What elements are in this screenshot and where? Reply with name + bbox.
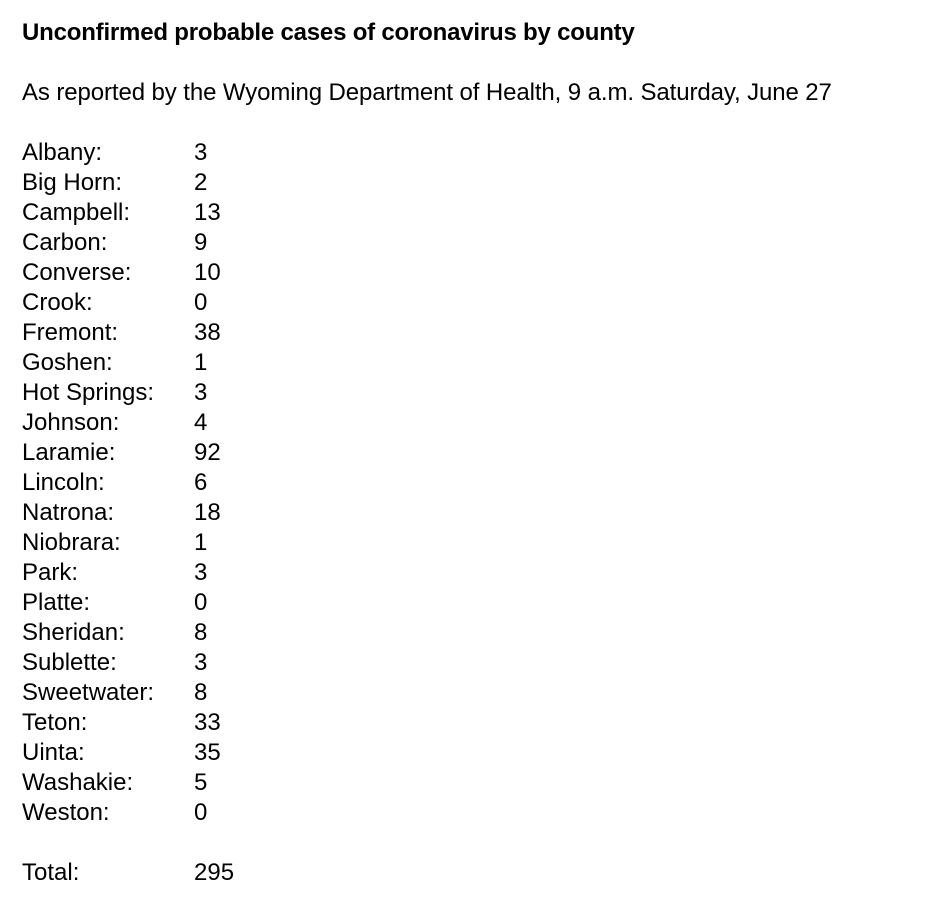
county-count: 3	[194, 379, 208, 406]
county-name: Johnson:	[22, 409, 120, 436]
county-name: Washakie:	[22, 769, 134, 796]
county-row-campbell	[22, 198, 422, 228]
total-row	[22, 858, 422, 888]
county-row-laramie	[22, 438, 422, 468]
county-count: 0	[194, 589, 208, 616]
county-count: 0	[194, 799, 208, 826]
county-row-sheridan	[22, 618, 422, 648]
county-name: Sweetwater:	[22, 679, 155, 706]
county-count: 1	[194, 529, 208, 556]
county-count: 38	[194, 319, 221, 346]
county-name: Natrona:	[22, 499, 115, 526]
county-row-weston	[22, 798, 422, 828]
page-title: Unconfirmed probable cases of coronavirus by county	[22, 19, 635, 46]
county-row-uinta	[22, 738, 422, 768]
county-name: Teton:	[22, 709, 88, 736]
county-count: 8	[194, 679, 208, 706]
county-row-fremont	[22, 318, 422, 348]
county-name: Fremont:	[22, 319, 119, 346]
county-row-niobrara	[22, 528, 422, 558]
county-name: Park:	[22, 559, 79, 586]
county-name: Lincoln:	[22, 469, 105, 496]
county-row-carbon	[22, 228, 422, 258]
county-row-goshen	[22, 348, 422, 378]
total-count: 295	[194, 859, 235, 886]
county-count: 18	[194, 499, 221, 526]
county-count: 92	[194, 439, 221, 466]
county-count: 3	[194, 139, 208, 166]
county-name: Weston:	[22, 799, 110, 826]
county-name: Albany:	[22, 139, 103, 166]
county-name: Sheridan:	[22, 619, 125, 646]
report-source-line: As reported by the Wyoming Department of Health, 9 a.m. Saturday, June 27	[22, 79, 832, 106]
county-name: Hot Springs:	[22, 379, 155, 406]
total-label: Total:	[22, 859, 80, 886]
county-count: 2	[194, 169, 208, 196]
county-row-sweetwater	[22, 678, 422, 708]
county-count: 33	[194, 709, 221, 736]
county-row-natrona	[22, 498, 422, 528]
county-row-platte	[22, 588, 422, 618]
county-name: Platte:	[22, 589, 91, 616]
county-name: Sublette:	[22, 649, 117, 676]
county-count: 5	[194, 769, 208, 796]
county-row-albany	[22, 138, 422, 168]
county-name: Laramie:	[22, 439, 116, 466]
county-list	[22, 138, 422, 828]
county-count: 0	[194, 289, 208, 316]
county-count: 13	[194, 199, 221, 226]
county-name: Goshen:	[22, 349, 113, 376]
county-name: Uinta:	[22, 739, 85, 766]
county-count: 35	[194, 739, 221, 766]
county-row-crook	[22, 288, 422, 318]
county-row-johnson	[22, 408, 422, 438]
county-row-hot-springs	[22, 378, 422, 408]
county-name: Carbon:	[22, 229, 108, 256]
county-count: 8	[194, 619, 208, 646]
county-row-lincoln	[22, 468, 422, 498]
county-name: Niobrara:	[22, 529, 121, 556]
county-count: 3	[194, 649, 208, 676]
county-count: 6	[194, 469, 208, 496]
county-row-park	[22, 558, 422, 588]
county-count: 1	[194, 349, 208, 376]
county-name: Crook:	[22, 289, 93, 316]
county-count: 10	[194, 259, 221, 286]
county-row-converse	[22, 258, 422, 288]
county-name: Converse:	[22, 259, 132, 286]
county-row-washakie	[22, 768, 422, 798]
county-count: 9	[194, 229, 208, 256]
county-row-sublette	[22, 648, 422, 678]
county-row-teton	[22, 708, 422, 738]
county-count: 3	[194, 559, 208, 586]
county-name: Big Horn:	[22, 169, 123, 196]
county-row-big-horn	[22, 168, 422, 198]
county-name: Campbell:	[22, 199, 131, 226]
county-count: 4	[194, 409, 208, 436]
